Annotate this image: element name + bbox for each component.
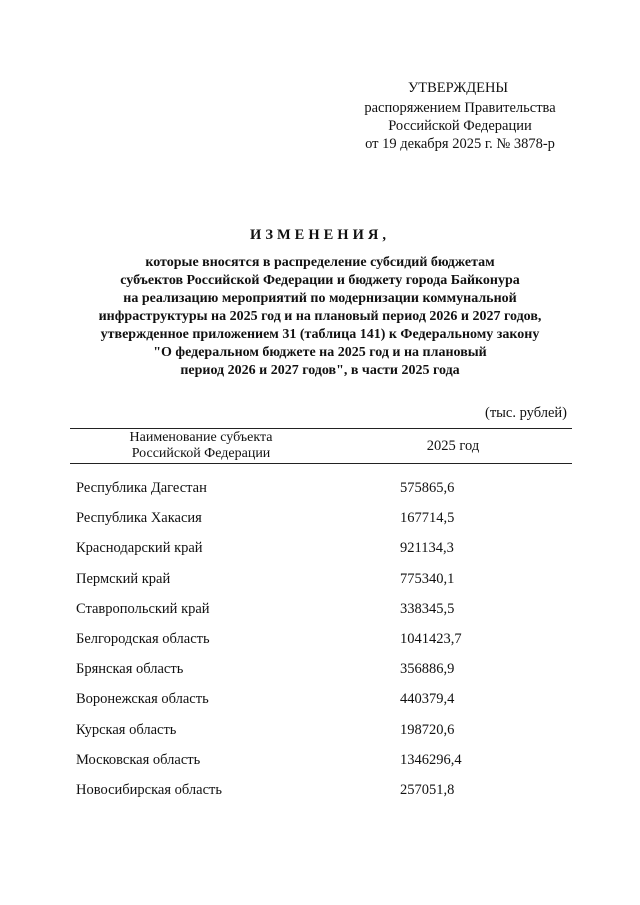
table-header: [70, 428, 572, 464]
table-row: [70, 480, 572, 510]
region-name: Республика Дагестан: [76, 480, 207, 496]
header-region-line-2: Российской Федерации: [131, 446, 271, 461]
subtitle-line: субъектов Российской Федерации и бюджету города Байконура: [120, 273, 520, 288]
approval-line-3: от 19 декабря 2025 г. № 3878-р: [365, 136, 555, 152]
subsidy-table: [70, 428, 572, 798]
region-name: Воронежская область: [76, 691, 209, 708]
subsidy-value: 921134,3: [400, 540, 454, 557]
approval-line-1: распоряжением Правительства: [364, 100, 556, 116]
subsidy-value: 338345,5: [400, 600, 455, 617]
subsidy-value: 257051,8: [400, 781, 455, 798]
subsidy-value: 440379,4: [400, 691, 455, 708]
region-name: Курская область: [76, 721, 177, 738]
subsidy-value: 356886,9: [400, 661, 455, 678]
subtitle-line: утвержденное приложением 31 (таблица 141) к Федеральному закону: [100, 327, 540, 342]
table-row: [70, 571, 572, 601]
region-name: Краснодарский край: [76, 540, 203, 557]
approval-title: УТВЕРЖДЕНЫ: [408, 80, 509, 96]
subtitle-line: "О федеральном бюджете на 2025 год и на плановый: [153, 345, 487, 360]
table-row: [70, 722, 572, 752]
subsidy-value: 1041423,7: [400, 630, 462, 647]
subtitle-line: на реализацию мероприятий по модернизации коммунальной: [123, 291, 517, 306]
header-year: 2025 год: [426, 438, 480, 454]
subsidy-value: 575865,6: [400, 480, 455, 496]
table-row: [70, 510, 572, 540]
region-name: Ставропольский край: [76, 600, 210, 617]
region-name: Московская область: [76, 751, 201, 768]
header-region-line-1: Наименование субъекта: [129, 430, 273, 445]
unit-label: (тыс. рублей): [485, 405, 567, 421]
subtitle-line: инфраструктуры на 2025 год и на плановый период 2026 и 2027 годов,: [98, 309, 542, 324]
document-title-block: [60, 226, 580, 380]
table-row: [70, 540, 572, 570]
region-name: Пермский край: [76, 570, 171, 587]
subsidy-value: 775340,1: [400, 570, 455, 587]
region-name: Новосибирская область: [76, 781, 222, 798]
subsidy-value: 198720,6: [400, 721, 455, 738]
region-name: Белгородская область: [76, 630, 210, 647]
approval-line-2: Российской Федерации: [388, 118, 532, 134]
region-name: Брянская область: [76, 661, 184, 678]
subtitle-line: которые вносятся в распределение субсидий бюджетам: [145, 255, 495, 270]
subsidy-value: 1346296,4: [400, 751, 462, 768]
subsidy-value: 167714,5: [400, 510, 455, 527]
table-row: [70, 752, 572, 782]
table-row: [70, 782, 572, 812]
table-row: [70, 691, 572, 721]
header-region-name: [70, 430, 332, 462]
table-body: [70, 480, 572, 812]
table-row: [70, 601, 572, 631]
subtitle-line: период 2026 и 2027 годов", в части 2025 года: [180, 363, 460, 378]
document-heading: ИЗМЕНЕНИЯ,: [250, 227, 390, 243]
table-row: [70, 661, 572, 691]
region-name: Республика Хакасия: [76, 510, 202, 527]
table-row: [70, 631, 572, 661]
